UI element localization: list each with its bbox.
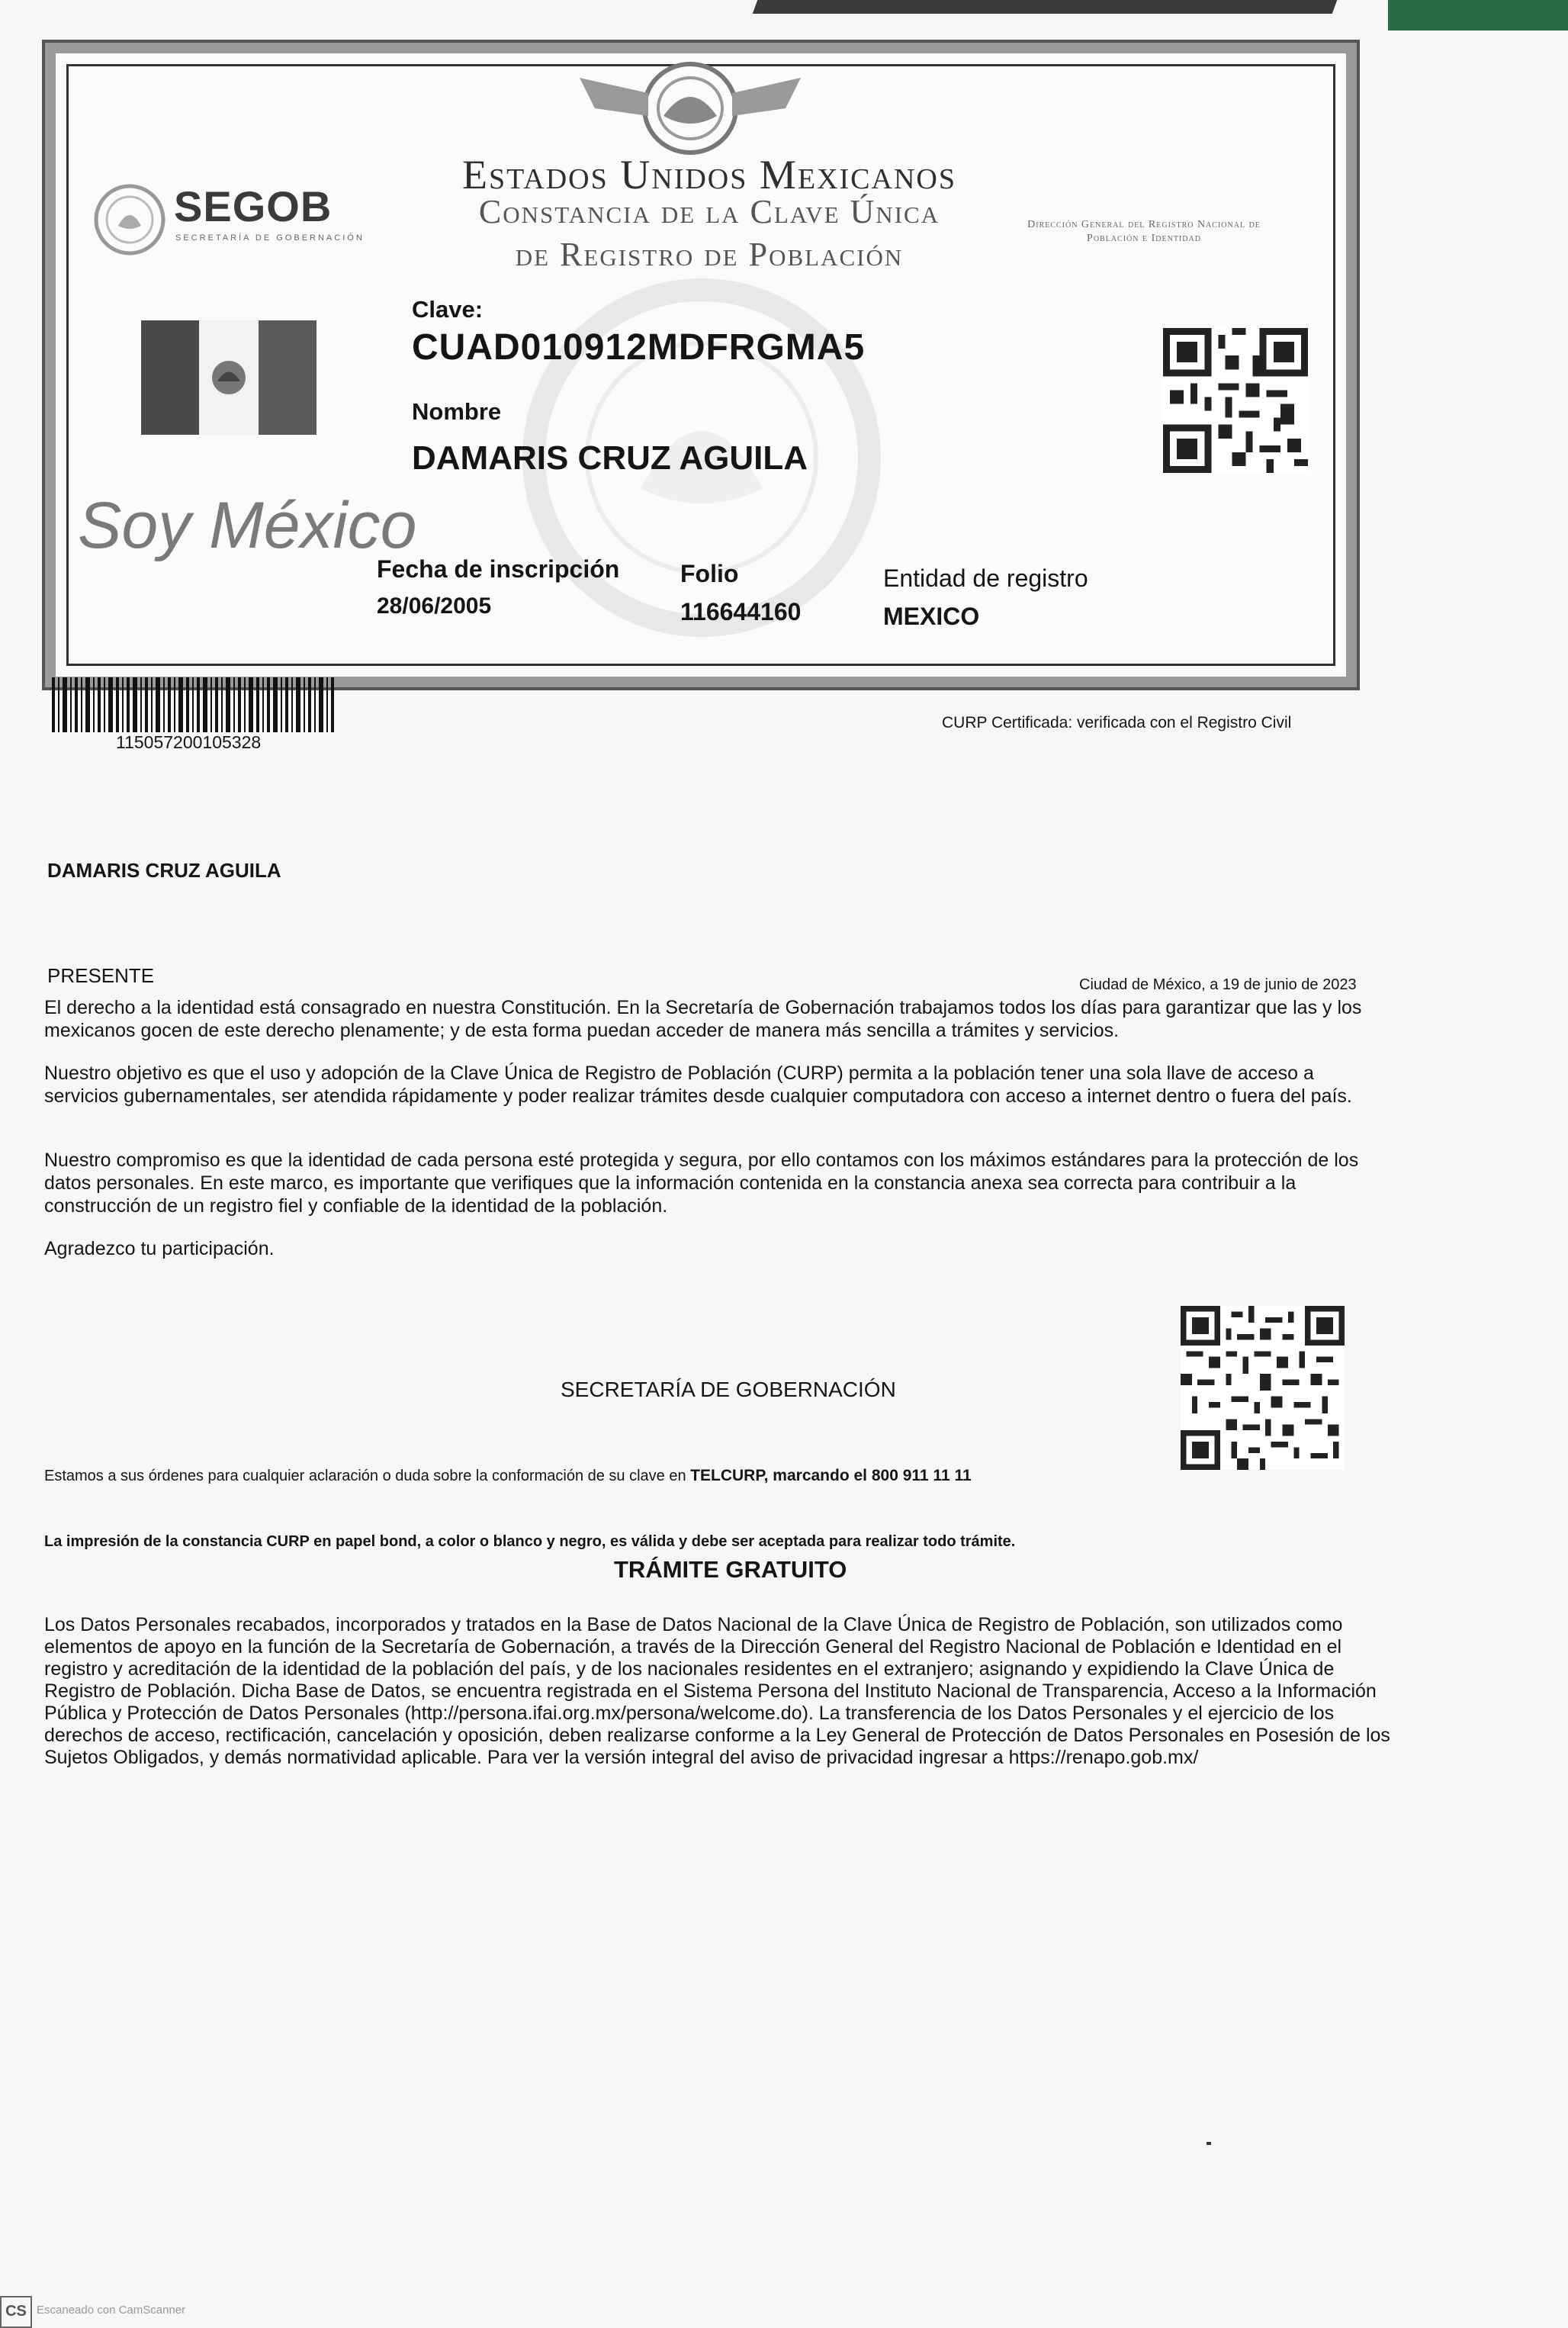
document-title-line2: de Registro de Población xyxy=(515,236,904,273)
document-title-line1: Constancia de la Clave Única xyxy=(478,193,940,230)
nombre-label: Nombre xyxy=(412,398,502,425)
clave-value: CUAD010912MDFRGMA5 xyxy=(412,327,866,368)
folio-value: 116644160 xyxy=(680,598,802,625)
segob-logo-text: SEGOB xyxy=(174,182,333,230)
entidad-label: Entidad de registro xyxy=(883,564,1088,592)
paragraph-3: Nuestro compromiso es que la identidad de cada persona esté protegida y segura, por ello contamos con los máximos estándares para la protección de los datos personales. En este marco, es importante que verifiques que la información contenida en la constancia anexa sea correcta para contribuir a la construcción de un registro fiel y confiable de la identidad de la población. xyxy=(44,1150,1359,1217)
mexico-flag-icon xyxy=(141,320,316,435)
paragraph-2: Nuestro objetivo es que el uso y adopción de la Clave Única de Registro de Población (CURP) permita a la población tener una sola llave de acceso a servicios gubernamentales, ser atendida rápidamente y poder realizar trámites desde cualquier computadora con acceso a internet dentro o fuera del país. xyxy=(44,1063,1352,1107)
nombre-value: DAMARIS CRUZ AGUILA xyxy=(412,439,808,477)
impresion-note: La impresión de la constancia CURP en papel bond, a color o blanco y negro, es válida y debe ser aceptada para realizar todo trámite. xyxy=(44,1533,1016,1550)
scan-edge-green xyxy=(1388,0,1568,31)
camscanner-logo-icon: CS xyxy=(0,2296,32,2328)
fecha-inscripcion-label: Fecha de inscripción xyxy=(377,555,620,583)
privacy-paragraph: Los Datos Personales recabados, incorporados y tratados en la Base de Datos Nacional de la Clave Única de Registro de Población, son utilizados como elementos de apoyo en la función de la Secretaría de Gobernación, a través de la Dirección General del Registro Nacional de Población e Identidad en el registro y acreditación de la identidad de la población del país, y de los nacionales residentes en el extranjero; asignando y expidiendo la Clave Única de Registro de Población. Dicha Base de Datos, se encuentra registrada en el Sistema Persona del Instituto Nacional de Transparencia, Acceso a la Información Pública y Protección de Datos Personales (http://persona.ifai.org.mx/persona/welcome.do). La transferencia de los Datos Personales y el ejercicio de los derechos de acceso, rectificación, cancelación y oposición, deben realizarse conforme a la Ley General de Protección de Datos Personales en Posesión de los Sujetos Obligados, y demás normatividad aplicable. Para ver la versión integral del aviso de privacidad ingresar a https://renapo.gob.mx/ xyxy=(44,1614,1390,1768)
aclaracion-note xyxy=(44,1467,972,1485)
paragraph-4: Agradezco tu participación. xyxy=(44,1238,275,1259)
entidad-value: MEXICO xyxy=(883,603,980,630)
paragraph-1: El derecho a la identidad está consagrado en nuestra Constitución. En la Secretaría de Gobernación trabajamos todos los días para garantizar que las y los mexicanos gocen de este derecho plenamente; y de esta forma puedan acceder de manera más sencilla a trámites y servicios. xyxy=(44,997,1362,1041)
direccion-general: Dirección General del Registro Nacional de Población e Identidad xyxy=(1027,219,1261,244)
segob-seal-icon xyxy=(92,182,168,258)
recipient-name: DAMARIS CRUZ AGUILA xyxy=(47,859,281,882)
tramite-gratuito: TRÁMITE GRATUITO xyxy=(614,1556,847,1583)
curp-certificada-note: CURP Certificada: verificada con el Registro Civil xyxy=(942,714,1292,732)
aclaracion-text: Estamos a sus órdenes para cualquier aclaración o duda sobre la conformación de su clave en xyxy=(44,1468,686,1484)
presente: PRESENTE xyxy=(47,964,155,987)
qr-code-2-icon xyxy=(1181,1306,1345,1470)
telcurp-number: TELCURP, marcando el 800 911 11 11 xyxy=(690,1467,972,1484)
letter-date: Ciudad de México, a 19 de junio de 2023 xyxy=(1079,976,1357,993)
scan-speck xyxy=(1207,2142,1211,2145)
barcode-number: 115057200105328 xyxy=(116,732,262,752)
signature-secretaria: SECRETARÍA DE GOBERNACIÓN xyxy=(561,1378,896,1401)
scan-edge xyxy=(753,0,1338,14)
national-crest-icon xyxy=(564,47,816,162)
soy-mexico-logo: Soy México xyxy=(78,489,417,562)
folio-label: Folio xyxy=(680,560,739,587)
segob-subtitle: SECRETARÍA DE GOBERNACIÓN xyxy=(175,233,365,243)
camscanner-watermark: Escaneado con CamScanner xyxy=(37,2304,186,2317)
clave-label: Clave: xyxy=(412,296,484,323)
barcode-icon xyxy=(52,677,334,732)
country-title: Estados Unidos Mexicanos xyxy=(462,152,956,198)
fecha-inscripcion-value: 28/06/2005 xyxy=(377,593,492,619)
qr-code-icon xyxy=(1163,328,1308,473)
